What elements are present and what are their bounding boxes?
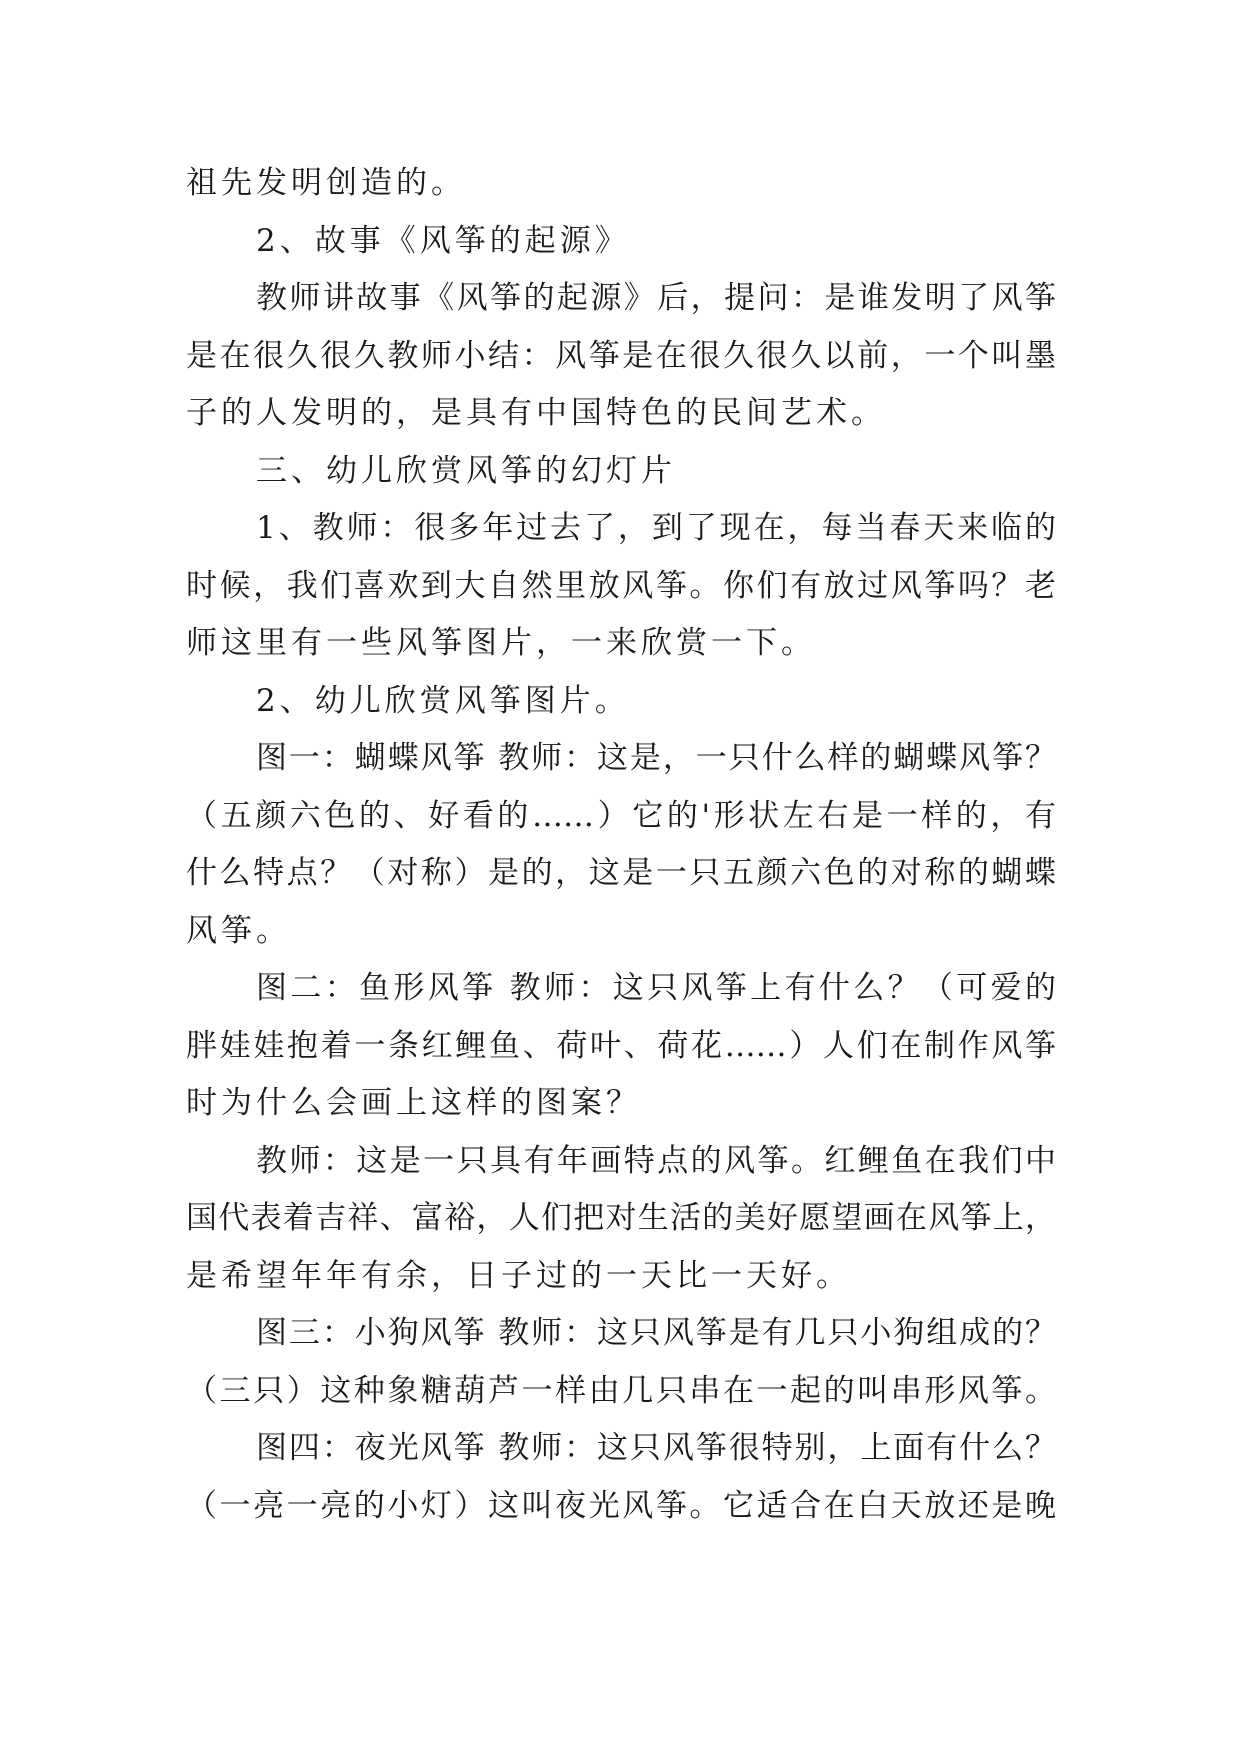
text-line: 1、教师：很多年过去了，到了现在，每当春天来临的 — [256, 510, 1056, 546]
text-line: 风筝。 — [186, 912, 291, 949]
section-heading: 三、幼儿欣赏风筝的幻灯片 — [256, 452, 676, 489]
text-line: 教师：这是一只具有年画特点的风筝。红鲤鱼在我们中 — [256, 1142, 1056, 1179]
text-line: 胖娃娃抱着一条红鲤鱼、荷叶、荷花……）人们在制作风筝 — [186, 1027, 1056, 1064]
text-line: 是在很久很久教师小结：风筝是在很久很久以前，一个叫墨 — [186, 337, 1056, 374]
text-line: （一亮一亮的小灯）这叫夜光风筝。它适合在白天放还是晚 — [186, 1487, 1056, 1524]
text-line: 教师讲故事《风筝的起源》后，提问：是谁发明了风筝 — [256, 280, 1056, 316]
text-line: 什么特点？（对称）是的，这是一只五颜六色的对称的蝴蝶 — [186, 855, 1056, 891]
document-body — [186, 155, 1056, 1535]
text-line: 图三：小狗风筝 教师：这只风筝是有几只小狗组成的？ — [256, 1315, 1056, 1351]
section-heading: 2、幼儿欣赏风筝图片。 — [256, 682, 630, 719]
section-heading: 2、故事《风筝的起源》 — [256, 222, 630, 259]
text-line: 图一：蝴蝶风筝 教师：这是，一只什么样的蝴蝶风筝？ — [256, 740, 1056, 776]
text-line: 图四：夜光风筝 教师：这只风筝很特别，上面有什么？ — [256, 1430, 1056, 1466]
text-line: 祖先发明创造的。 — [186, 165, 466, 201]
text-line: 时为什么会画上这样的图案？ — [186, 1085, 641, 1121]
text-line: 时候，我们喜欢到大自然里放风筝。你们有放过风筝吗？老 — [186, 567, 1056, 604]
text-line: 子的人发明的，是具有中国特色的民间艺术。 — [186, 395, 886, 431]
text-line: 国代表着吉祥、富裕，人们把对生活的美好愿望画在风筝上， — [186, 1200, 1056, 1236]
text-line: （五颜六色的、好看的……）它的'形状左右是一样的，有 — [186, 797, 1056, 834]
text-line: 是希望年年有余，日子过的一天比一天好。 — [186, 1257, 851, 1294]
text-line: 图二：鱼形风筝 教师：这只风筝上有什么？（可爱的 — [256, 970, 1056, 1006]
text-line: （三只）这种象糖葫芦一样由几只串在一起的叫串形风筝。 — [186, 1372, 1056, 1409]
text-line: 师这里有一些风筝图片，一来欣赏一下。 — [186, 625, 816, 661]
